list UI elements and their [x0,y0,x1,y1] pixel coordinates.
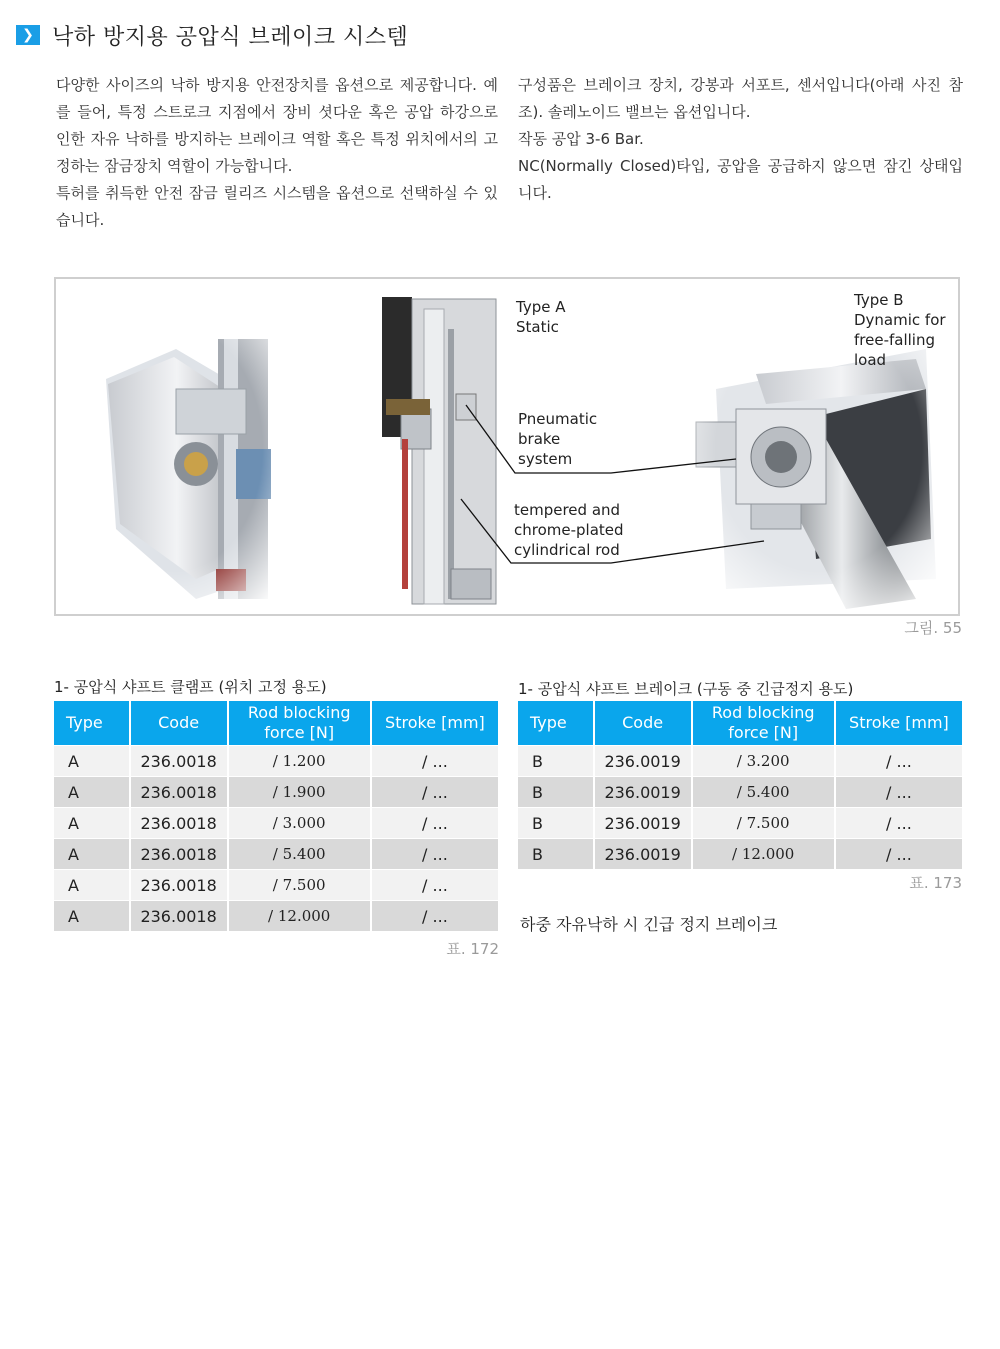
cell-type: A [54,777,129,807]
table1-caption: 표. 172 [446,940,499,958]
table-row [54,901,498,931]
cell-type: A [54,808,129,838]
cell-force: / 12.000 [229,901,370,931]
cell-stroke: / ... [372,746,498,776]
brake-label-line: brake [518,430,561,448]
brake-illustration [56,279,960,616]
rod-label [514,500,624,560]
cell-type: A [54,901,129,931]
section-header [16,20,408,50]
cell-type: A [54,870,129,900]
cell-stroke: / ... [372,808,498,838]
cell-code: 236.0019 [595,839,691,869]
col-header-type: Type [518,701,593,745]
col-header-code: Code [595,701,691,745]
cell-stroke: / ... [372,777,498,807]
cell-force: / 7.500 [229,870,370,900]
cell-code: 236.0019 [595,746,691,776]
col-header-stroke: Stroke [mm] [372,701,498,745]
cell-code: 236.0019 [595,808,691,838]
cell-code: 236.0018 [131,870,227,900]
cell-stroke: / ... [372,839,498,869]
table-row [518,746,962,776]
col-header-stroke: Stroke [mm] [836,701,962,745]
table2-title: 1- 공압식 샤프트 브레이크 (구동 중 긴급정지 용도) [518,680,854,698]
table-row [518,808,962,838]
cell-code: 236.0018 [131,808,227,838]
table2-note: 하중 자유낙하 시 긴급 정지 브레이크 [520,915,778,934]
cell-force: / 5.400 [229,839,370,869]
cell-type: B [518,777,593,807]
cell-code: 236.0018 [131,746,227,776]
intro-paragraph: 구성품은 브레이크 장치, 강봉과 서포트, 센서입니다(아래 사진 참조). 솔레노이드 밸브는 옵션입니다. [518,76,963,121]
product-figure [54,277,960,616]
brake-label-line: Pneumatic [518,410,598,428]
cell-force: / 1.200 [229,746,370,776]
cell-code: 236.0018 [131,777,227,807]
type-b-subtitle: free-falling [854,331,935,349]
type-a-title: Type A [516,298,566,316]
cell-force: / 3.000 [229,808,370,838]
page-title: 낙하 방지용 공압식 브레이크 시스템 [52,24,409,50]
cell-type: B [518,746,593,776]
type-a-subtitle: Static [516,318,559,336]
intro-paragraph: NC(Normally Closed)타입, 공압을 공급하지 않으면 잠긴 상태입니다. [518,157,963,202]
cell-force: / 1.900 [229,777,370,807]
rod-label-line: chrome-plated [514,521,624,539]
table-row [54,777,498,807]
intro-paragraph: 작동 공압 3-6 Bar. [518,130,644,148]
table-row [54,839,498,869]
cell-stroke: / ... [372,901,498,931]
table-row [54,808,498,838]
cell-code: 236.0018 [131,901,227,931]
col-header-type: Type [54,701,129,745]
col-header-force: Rod blocking force [N] [229,701,370,745]
col-header-code: Code [131,701,227,745]
intro-paragraph: 특허를 취득한 안전 잠금 릴리즈 시스템을 옵션으로 선택하실 수 있습니다. [56,184,498,229]
table-row [518,839,962,869]
col-header-force: Rod blocking force [N] [693,701,834,745]
intro-paragraph: 다양한 사이즈의 낙하 방지용 안전장치를 옵션으로 제공합니다. 예를 들어, 특정 스트로크 지점에서 장비 셧다운 혹은 공압 하강으로 인한 자유 낙하를 방지하는 브레이크 역할 혹은 특정 위치에서의 고정하는 잠금장치 역할이 가능합니다. [56,76,498,175]
type-b-subtitle: load [854,351,887,369]
cell-stroke: / ... [372,870,498,900]
type-b-subtitle: Dynamic for [854,311,946,329]
table2 [516,700,964,870]
type-a-photo [56,279,296,616]
cell-type: B [518,808,593,838]
cell-type: A [54,839,129,869]
table-row [518,777,962,807]
cell-stroke: / ... [836,839,962,869]
type-a-drawing [382,297,496,604]
brake-label-line: system [518,450,573,468]
table1-title: 1- 공압식 샤프트 클램프 (위치 고정 용도) [54,678,327,696]
table-row [54,746,498,776]
chevron-right-icon: ❯ [16,25,40,45]
table2-caption: 표. 173 [909,874,962,892]
brake-system-label [518,409,597,469]
rod-label-line: cylindrical rod [514,541,620,559]
cell-force: / 12.000 [693,839,834,869]
type-b-title: Type B [854,291,904,309]
type-a-label [516,297,565,337]
cell-type: A [54,746,129,776]
table1 [52,700,500,932]
figure-caption: 그림. 55 [904,619,962,637]
cell-force: / 7.500 [693,808,834,838]
intro-left-column [56,72,498,234]
cell-force: / 5.400 [693,777,834,807]
intro-right-column [518,72,963,207]
cell-code: 236.0018 [131,839,227,869]
cell-stroke: / ... [836,746,962,776]
cell-force: / 3.200 [693,746,834,776]
table-row [54,870,498,900]
type-b-label [854,290,946,370]
cell-stroke: / ... [836,777,962,807]
cell-stroke: / ... [836,808,962,838]
cell-type: B [518,839,593,869]
cell-code: 236.0019 [595,777,691,807]
rod-label-line: tempered and [514,501,621,519]
